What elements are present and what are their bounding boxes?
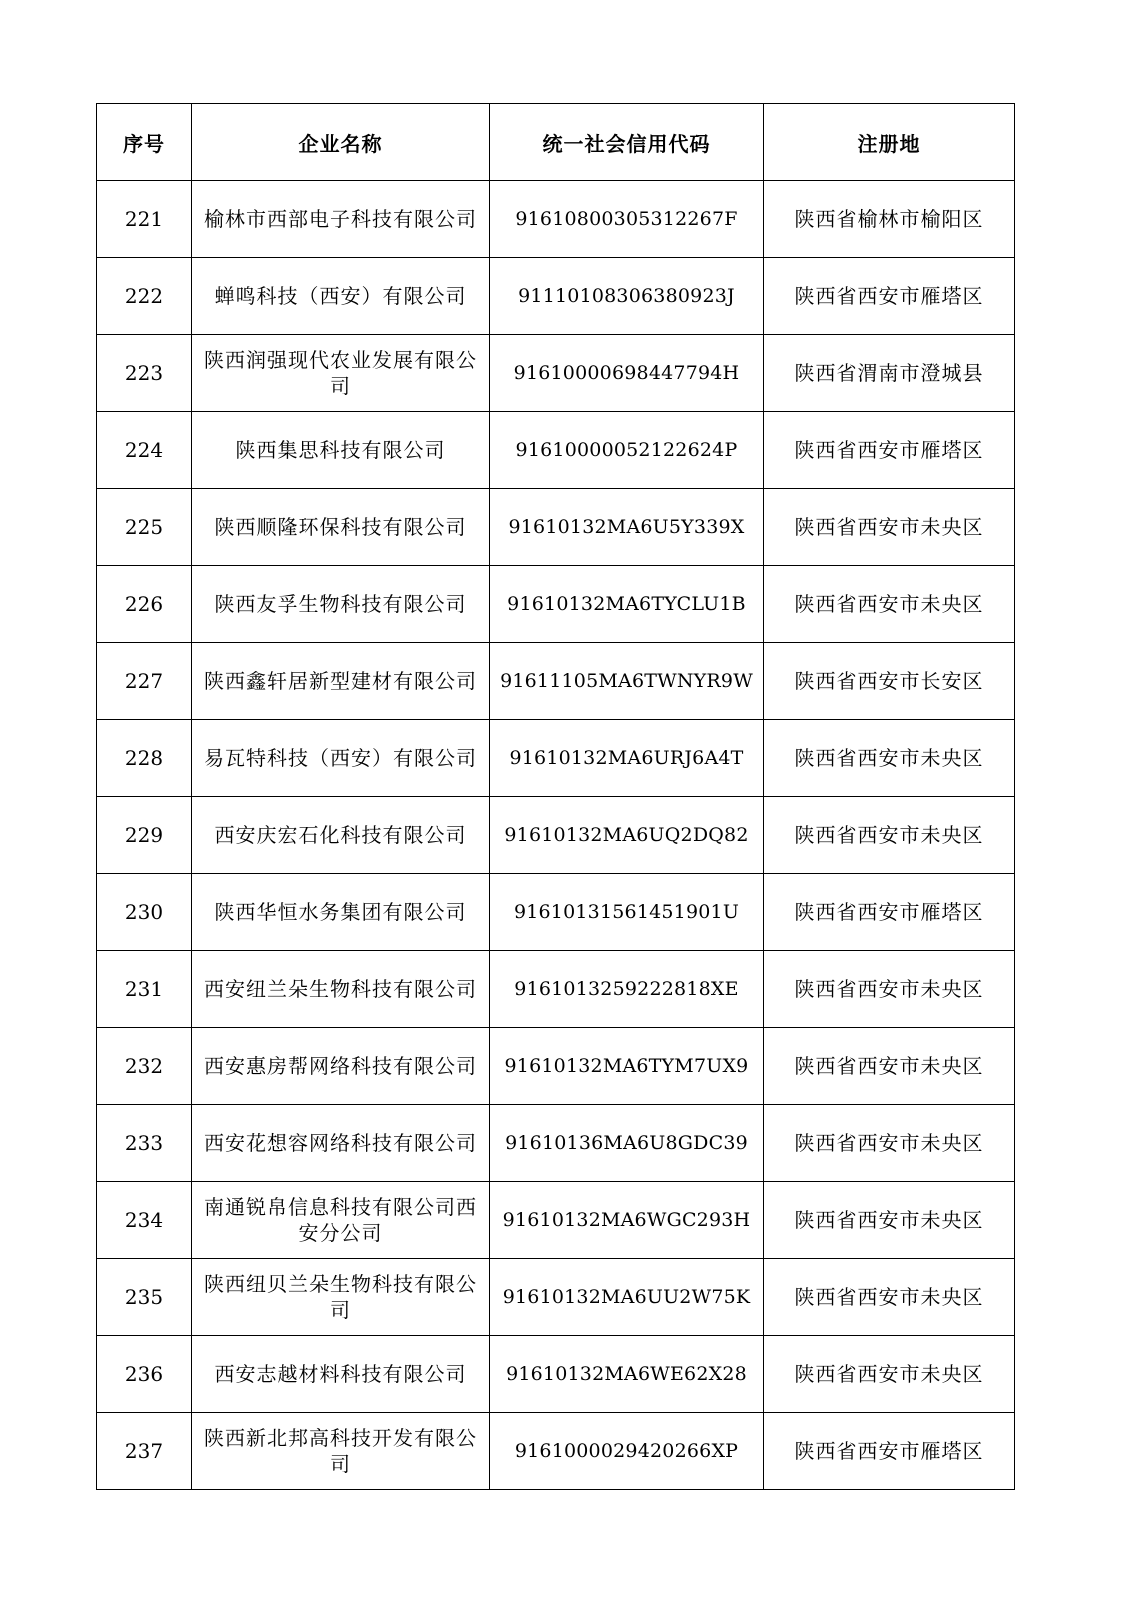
cell-code: 91610132MA6TYM7UX9: [490, 1028, 764, 1105]
cell-name: 易瓦特科技（西安）有限公司: [192, 720, 490, 797]
table-body: [97, 181, 1015, 1490]
table-row: [97, 1259, 1015, 1336]
cell-seq: 224: [97, 412, 192, 489]
header-code: 统一社会信用代码: [490, 104, 764, 181]
cell-code: 91610132MA6WGC293H: [490, 1182, 764, 1259]
table-row: [97, 1028, 1015, 1105]
cell-place: 陕西省西安市未央区: [764, 797, 1015, 874]
table-row: [97, 1336, 1015, 1413]
cell-place: 陕西省西安市未央区: [764, 489, 1015, 566]
cell-code: 91110108306380923J: [490, 258, 764, 335]
cell-seq: 231: [97, 951, 192, 1028]
cell-place: 陕西省西安市未央区: [764, 1182, 1015, 1259]
cell-code: 91610132MA6UQ2DQ82: [490, 797, 764, 874]
cell-seq: 230: [97, 874, 192, 951]
cell-place: 陕西省渭南市澄城县: [764, 335, 1015, 412]
table-row: [97, 951, 1015, 1028]
header-name: 企业名称: [192, 104, 490, 181]
cell-name: 陕西鑫轩居新型建材有限公司: [192, 643, 490, 720]
table-row: [97, 874, 1015, 951]
cell-place: 陕西省西安市长安区: [764, 643, 1015, 720]
cell-name: 西安惠房帮网络科技有限公司: [192, 1028, 490, 1105]
cell-seq: 229: [97, 797, 192, 874]
header-place: 注册地: [764, 104, 1015, 181]
table-row: [97, 1105, 1015, 1182]
cell-name: 南通锐帛信息科技有限公司西安分公司: [192, 1182, 490, 1259]
header-seq: 序号: [97, 104, 192, 181]
cell-name: 陕西华恒水务集团有限公司: [192, 874, 490, 951]
cell-code: 91610132MA6U5Y339X: [490, 489, 764, 566]
cell-place: 陕西省西安市未央区: [764, 1028, 1015, 1105]
cell-place: 陕西省西安市未央区: [764, 1105, 1015, 1182]
cell-code: 9161013259222818XE: [490, 951, 764, 1028]
cell-seq: 232: [97, 1028, 192, 1105]
cell-place: 陕西省榆林市榆阳区: [764, 181, 1015, 258]
cell-seq: 222: [97, 258, 192, 335]
table-row: [97, 720, 1015, 797]
table-row: [97, 566, 1015, 643]
table-row: [97, 181, 1015, 258]
table-row: [97, 643, 1015, 720]
cell-seq: 237: [97, 1413, 192, 1490]
cell-place: 陕西省西安市未央区: [764, 951, 1015, 1028]
cell-name: 陕西友孚生物科技有限公司: [192, 566, 490, 643]
cell-name: 陕西新北邦高科技开发有限公司: [192, 1413, 490, 1490]
cell-code: 91610000052122624P: [490, 412, 764, 489]
cell-code: 91610131561451901U: [490, 874, 764, 951]
cell-seq: 223: [97, 335, 192, 412]
table-row: [97, 258, 1015, 335]
cell-seq: 236: [97, 1336, 192, 1413]
cell-seq: 234: [97, 1182, 192, 1259]
cell-seq: 228: [97, 720, 192, 797]
table-row: [97, 489, 1015, 566]
cell-place: 陕西省西安市未央区: [764, 1336, 1015, 1413]
cell-code: 9161000029420266XP: [490, 1413, 764, 1490]
cell-place: 陕西省西安市雁塔区: [764, 1413, 1015, 1490]
cell-place: 陕西省西安市未央区: [764, 566, 1015, 643]
cell-name: 西安志越材料科技有限公司: [192, 1336, 490, 1413]
cell-name: 榆林市西部电子科技有限公司: [192, 181, 490, 258]
table-row: [97, 335, 1015, 412]
table-row: [97, 1413, 1015, 1490]
cell-place: 陕西省西安市雁塔区: [764, 258, 1015, 335]
table-row: [97, 412, 1015, 489]
enterprise-table: [96, 103, 1015, 1490]
cell-place: 陕西省西安市未央区: [764, 1259, 1015, 1336]
cell-seq: 226: [97, 566, 192, 643]
cell-name: 蝉鸣科技（西安）有限公司: [192, 258, 490, 335]
cell-code: 91610132MA6URJ6A4T: [490, 720, 764, 797]
cell-name: 陕西集思科技有限公司: [192, 412, 490, 489]
cell-seq: 227: [97, 643, 192, 720]
cell-code: 91611105MA6TWNYR9W: [490, 643, 764, 720]
table-row: [97, 1182, 1015, 1259]
cell-name: 西安庆宏石化科技有限公司: [192, 797, 490, 874]
cell-name: 西安纽兰朵生物科技有限公司: [192, 951, 490, 1028]
cell-name: 陕西纽贝兰朵生物科技有限公司: [192, 1259, 490, 1336]
cell-place: 陕西省西安市未央区: [764, 720, 1015, 797]
cell-name: 陕西顺隆环保科技有限公司: [192, 489, 490, 566]
table-header-row: [97, 104, 1015, 181]
cell-code: 91610132MA6WE62X28: [490, 1336, 764, 1413]
cell-seq: 235: [97, 1259, 192, 1336]
cell-seq: 233: [97, 1105, 192, 1182]
cell-code: 91610000698447794H: [490, 335, 764, 412]
cell-code: 91610136MA6U8GDC39: [490, 1105, 764, 1182]
cell-code: 91610132MA6TYCLU1B: [490, 566, 764, 643]
cell-place: 陕西省西安市雁塔区: [764, 412, 1015, 489]
cell-seq: 221: [97, 181, 192, 258]
cell-code: 91610132MA6UU2W75K: [490, 1259, 764, 1336]
cell-code: 91610800305312267F: [490, 181, 764, 258]
cell-seq: 225: [97, 489, 192, 566]
cell-name: 西安花想容网络科技有限公司: [192, 1105, 490, 1182]
cell-place: 陕西省西安市雁塔区: [764, 874, 1015, 951]
cell-name: 陕西润强现代农业发展有限公司: [192, 335, 490, 412]
table-row: [97, 797, 1015, 874]
